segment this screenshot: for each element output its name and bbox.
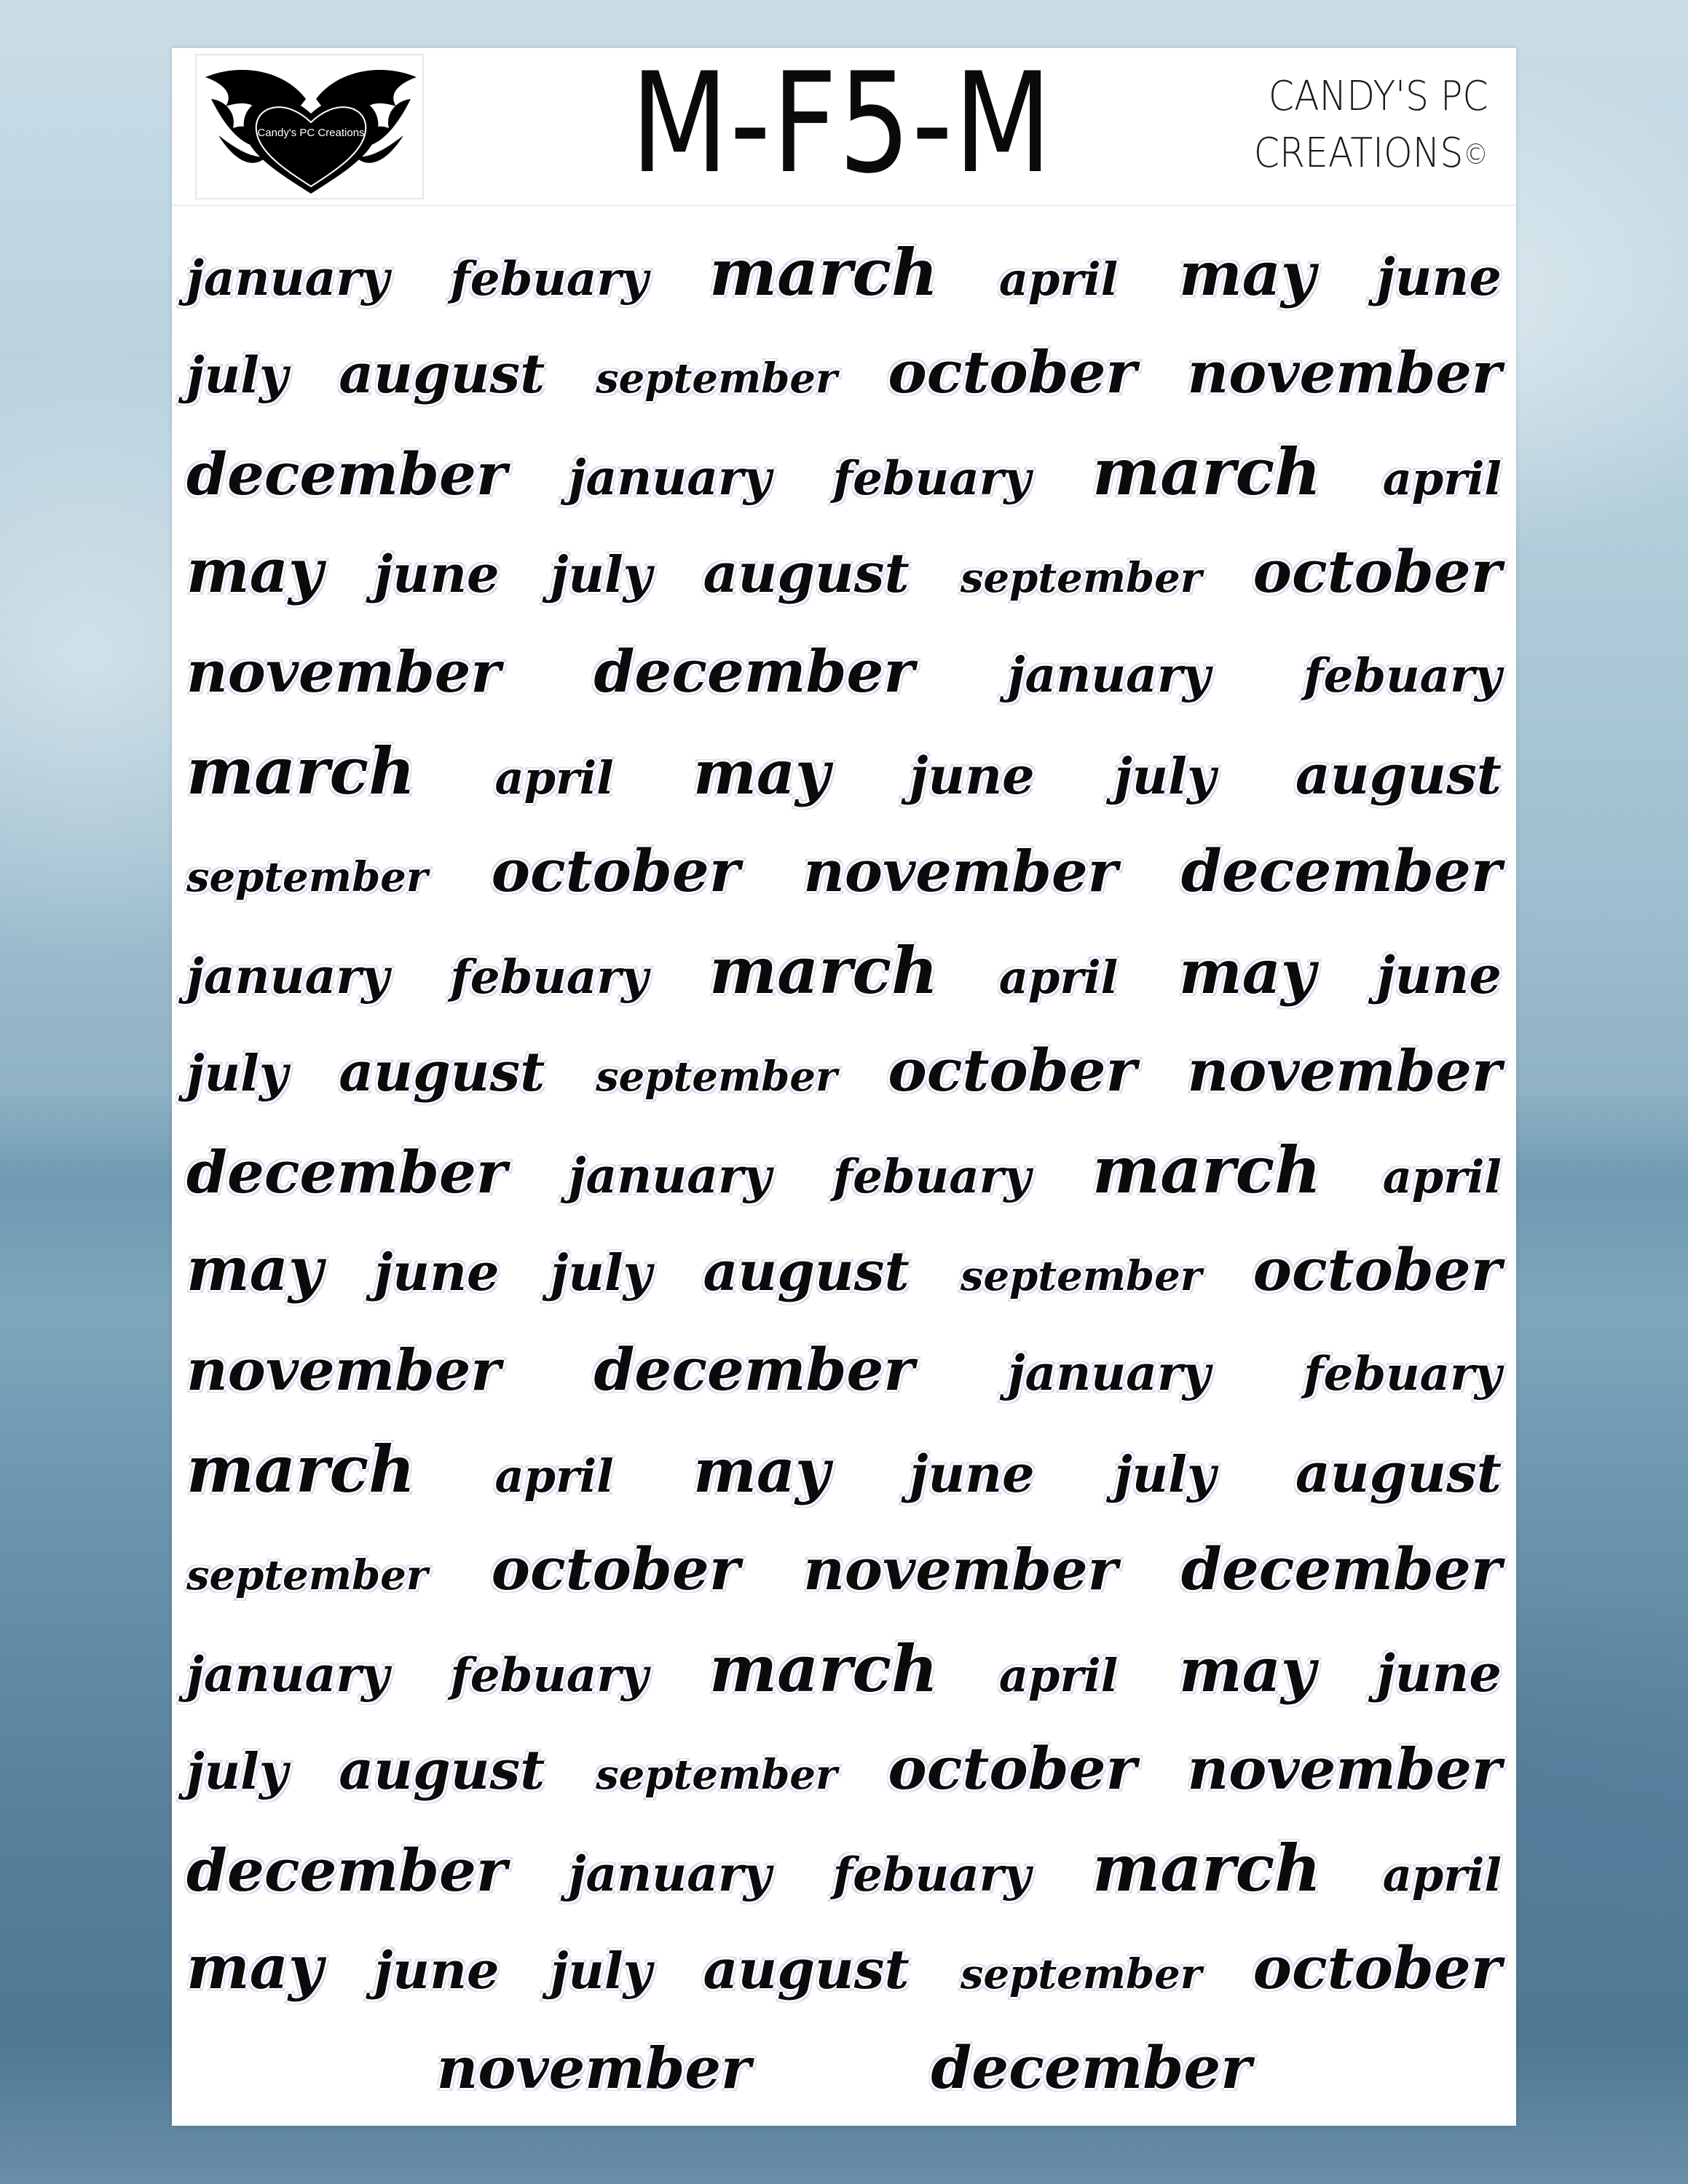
sticker-row [186,821,1502,921]
month-sticker-august[interactable]: august [1295,744,1502,807]
month-sticker-september[interactable]: september [960,554,1202,602]
month-sticker-july[interactable]: july [186,1743,288,1801]
month-sticker-december[interactable]: december [931,2033,1252,2102]
month-sticker-may[interactable]: may [693,738,830,808]
month-sticker-july[interactable]: july [1114,1446,1216,1504]
month-sticker-may[interactable]: may [1178,1636,1316,1706]
sticker-row [186,921,1502,1021]
month-sticker-december[interactable]: december [186,440,508,508]
month-sticker-june[interactable]: june [1376,247,1502,307]
month-sticker-may[interactable]: may [1178,938,1316,1008]
month-sticker-june[interactable]: june [1376,945,1502,1005]
sticker-row [186,622,1502,721]
month-sticker-august[interactable]: august [339,343,545,405]
month-sticker-september[interactable]: september [596,1751,837,1799]
month-sticker-may[interactable]: may [186,1933,323,2003]
brand-logo [195,54,424,199]
month-sticker-may[interactable]: may [693,1436,830,1506]
sticker-row [186,1420,1502,1519]
month-sticker-grid [186,223,1502,2118]
month-sticker-febuary[interactable]: febuary [450,950,649,1005]
month-sticker-may[interactable]: may [186,1235,323,1305]
month-sticker-january[interactable]: january [1007,1345,1211,1401]
month-sticker-november[interactable]: november [803,839,1118,905]
month-sticker-april[interactable]: april [1382,1848,1502,1902]
month-sticker-october[interactable]: october [888,1036,1137,1104]
month-sticker-april[interactable]: april [998,951,1119,1004]
month-sticker-march[interactable]: march [1092,1830,1322,1906]
month-sticker-october[interactable]: october [491,836,740,905]
month-sticker-november[interactable]: november [186,1337,501,1404]
month-sticker-april[interactable]: april [998,1649,1119,1702]
month-sticker-march[interactable]: march [1092,1132,1322,1208]
page-title: M-F5-M [631,43,1053,204]
month-sticker-december[interactable]: december [186,1836,508,1904]
month-sticker-october[interactable]: october [888,338,1137,406]
brand-line-2 [1254,125,1488,183]
sticker-row [186,1819,1502,1918]
month-sticker-january[interactable]: january [186,1646,390,1703]
month-sticker-december[interactable]: december [186,1138,508,1206]
month-sticker-september[interactable]: september [186,1551,428,1599]
month-sticker-march[interactable]: march [709,234,939,310]
month-sticker-january[interactable]: january [568,1147,772,1204]
month-sticker-april[interactable]: april [494,1449,614,1503]
sticker-row [186,323,1502,422]
month-sticker-june[interactable]: june [374,1940,500,2001]
month-sticker-september[interactable]: september [596,355,837,403]
month-sticker-april[interactable]: april [1382,452,1502,505]
month-sticker-march[interactable]: march [709,933,939,1008]
brand-line-1: CANDY'S PC [1269,73,1488,120]
brand-name [1254,68,1488,183]
month-sticker-july[interactable]: july [550,1244,652,1302]
month-sticker-july[interactable]: july [550,1942,652,2001]
month-sticker-january[interactable]: january [568,449,772,506]
month-sticker-june[interactable]: june [374,1242,500,1302]
month-sticker-july[interactable]: july [1114,748,1216,806]
month-sticker-march[interactable]: march [186,733,416,809]
month-sticker-febuary[interactable]: febuary [832,451,1031,506]
month-sticker-december[interactable]: december [593,637,915,705]
month-sticker-march[interactable]: march [709,1631,939,1706]
sticker-row [186,1719,1502,1819]
month-sticker-january[interactable]: january [186,250,390,306]
month-sticker-august[interactable]: august [339,1041,545,1104]
month-sticker-june[interactable]: june [910,1444,1035,1504]
month-sticker-october[interactable]: october [491,1535,740,1603]
month-sticker-april[interactable]: april [494,751,614,804]
month-sticker-october[interactable]: october [888,1734,1137,1803]
month-sticker-november[interactable]: november [436,2035,752,2102]
month-sticker-december[interactable]: december [1180,836,1502,905]
month-sticker-november[interactable]: november [186,639,501,705]
month-sticker-may[interactable]: may [186,537,323,606]
month-sticker-october[interactable]: october [1253,537,1502,606]
sticker-row [186,1619,1502,1719]
sticker-row [186,1320,1502,1420]
month-sticker-august[interactable]: august [703,1241,910,1303]
month-sticker-july[interactable]: july [186,1045,288,1103]
month-sticker-march[interactable]: march [1092,434,1322,510]
month-sticker-august[interactable]: august [1295,1442,1502,1505]
month-sticker-october[interactable]: october [1253,1235,1502,1304]
month-sticker-june[interactable]: june [1376,1643,1502,1704]
month-sticker-august[interactable]: august [703,542,910,605]
sticker-row [186,1220,1502,1320]
month-sticker-june[interactable]: june [910,745,1035,806]
month-sticker-april[interactable]: april [1382,1150,1502,1203]
month-sticker-july[interactable]: july [550,546,652,604]
month-sticker-may[interactable]: may [1178,240,1316,309]
sticker-row [186,721,1502,821]
month-sticker-september[interactable]: september [596,1053,837,1101]
month-sticker-september[interactable]: september [960,1252,1202,1300]
sheet-header [172,43,1516,206]
sticker-row [186,1918,1502,2018]
month-sticker-september[interactable]: september [186,853,428,901]
sticker-row [186,1021,1502,1120]
month-sticker-august[interactable]: august [703,1939,910,2001]
month-sticker-december[interactable]: december [593,1335,915,1404]
month-sticker-january[interactable]: january [186,948,390,1005]
month-sticker-febuary[interactable]: febuary [832,1150,1031,1204]
month-sticker-july[interactable]: july [186,347,288,405]
month-sticker-october[interactable]: october [1253,1934,1502,2002]
sticker-row [186,2018,1502,2118]
brand-line-2-text: CREATIONS [1254,130,1464,177]
month-sticker-january[interactable]: january [1007,646,1211,703]
month-sticker-march[interactable]: march [186,1431,416,1507]
sticker-sheet [172,43,1516,2126]
copyright-symbol: © [1463,138,1488,170]
sticker-row [186,422,1502,522]
sticker-row [186,1120,1502,1220]
month-sticker-december[interactable]: december [1180,1535,1502,1603]
month-sticker-november[interactable]: november [1187,340,1502,406]
sticker-row [186,1519,1502,1619]
month-sticker-febuary[interactable]: febuary [1304,649,1502,703]
month-sticker-january[interactable]: january [568,1845,772,1902]
month-sticker-august[interactable]: august [339,1739,545,1802]
month-sticker-november[interactable]: november [803,1537,1118,1603]
month-sticker-june[interactable]: june [374,544,500,604]
month-sticker-september[interactable]: september [960,1950,1202,1998]
logo-caption: Candy's PC Creations [257,127,365,139]
month-sticker-november[interactable]: november [1187,1038,1502,1104]
sticker-row [186,522,1502,622]
month-sticker-febuary[interactable]: febuary [832,1848,1031,1902]
sticker-row [186,223,1502,323]
month-sticker-april[interactable]: april [998,253,1119,306]
month-sticker-febuary[interactable]: febuary [1304,1347,1502,1401]
month-sticker-november[interactable]: november [1187,1736,1502,1803]
month-sticker-febuary[interactable]: febuary [450,1648,649,1703]
month-sticker-febuary[interactable]: febuary [450,252,649,306]
